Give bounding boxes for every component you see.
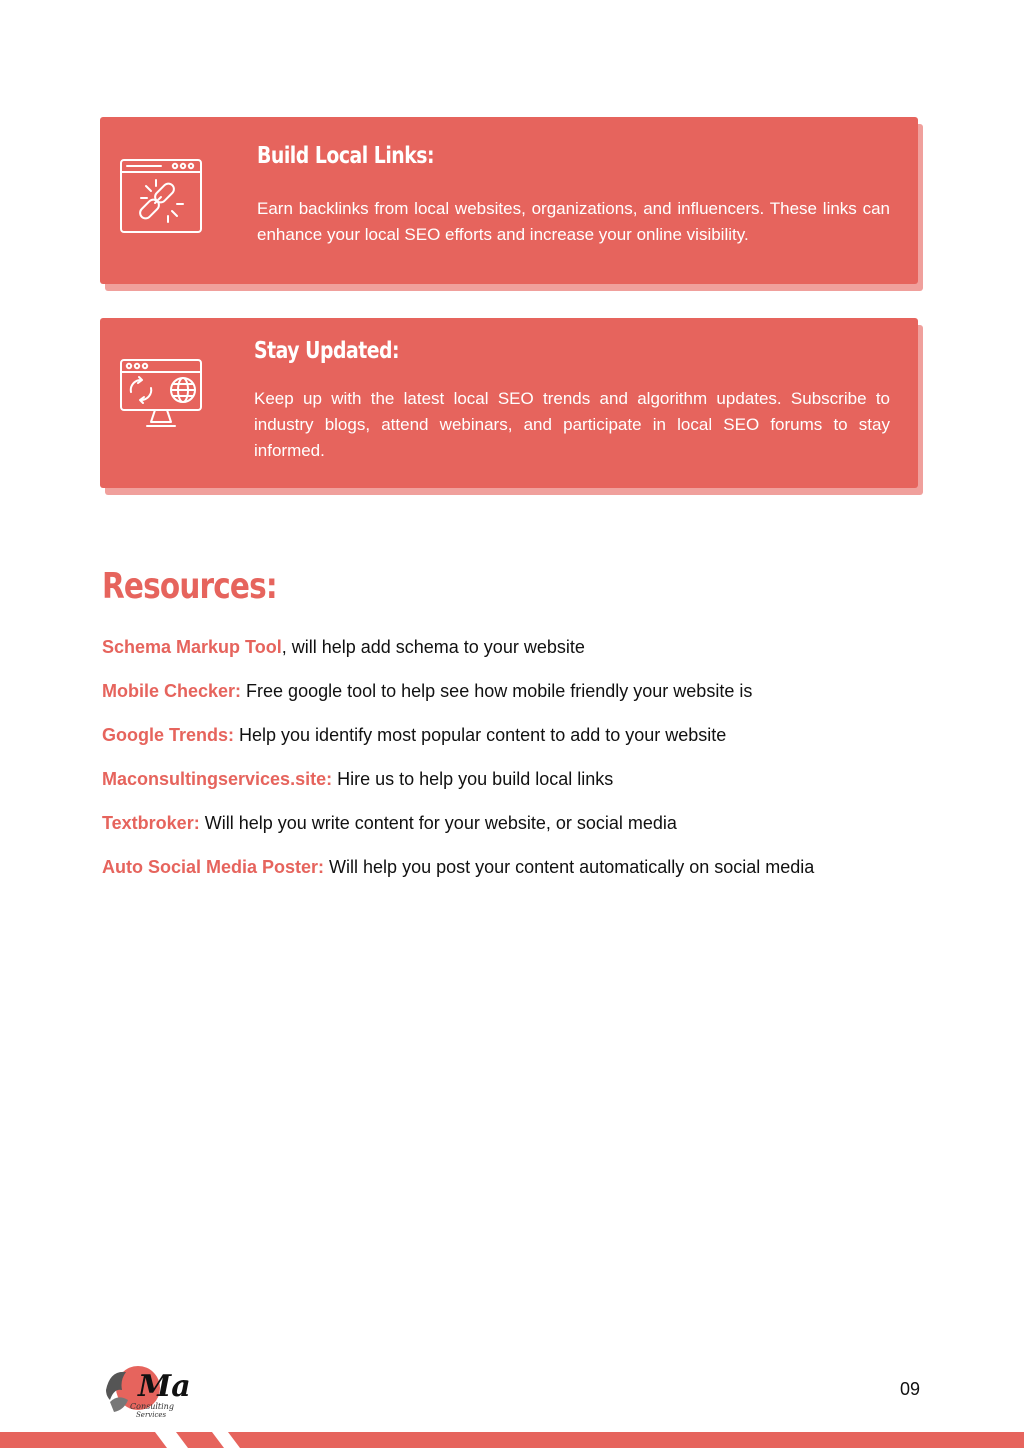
footer-stripe	[0, 1432, 1024, 1448]
card-body: Keep up with the latest local SEO trends and algorithm updates. Subscribe to industry blogs, attend webinars, and participate in local SEO forums to stay informed.	[254, 389, 890, 460]
resource-item	[102, 813, 677, 834]
resource-desc: Will help you post your content automatically on social media	[324, 857, 815, 877]
card-body: Earn backlinks from local websites, organizations, and influencers. These links can enhance your local SEO efforts and increase your online visibility.	[257, 199, 890, 244]
card-title: Stay Updated:	[254, 338, 400, 364]
resource-item	[102, 857, 814, 878]
resource-desc: Hire us to help you build local links	[332, 769, 614, 789]
company-logo	[100, 1360, 190, 1427]
resources-heading: Resources:	[102, 566, 277, 607]
svg-text:Services: Services	[136, 1411, 167, 1419]
stay-updated-card	[100, 318, 918, 488]
resource-desc: Will help you write content for your website, or social media	[199, 813, 677, 833]
resource-link[interactable]: Schema Markup Tool	[102, 637, 282, 657]
resource-item	[102, 725, 726, 746]
resource-desc: Free google tool to help see how mobile friendly your website is	[241, 681, 753, 701]
link-browser-icon	[119, 158, 203, 239]
resource-link[interactable]: Mobile Checker:	[102, 681, 242, 701]
globe-monitor-icon	[119, 358, 203, 435]
resource-desc: Help you identify most popular content to add to your website	[234, 725, 727, 745]
resource-link[interactable]: Auto Social Media Poster:	[102, 857, 325, 877]
page-number: 09	[900, 1379, 921, 1399]
resource-item	[102, 637, 585, 658]
build-local-links-card	[100, 117, 918, 284]
resource-link[interactable]: Google Trends:	[102, 725, 235, 745]
svg-text:Consulting: Consulting	[130, 1402, 174, 1411]
resource-link[interactable]: Maconsultingservices.site:	[102, 769, 333, 789]
resource-item	[102, 769, 613, 790]
resource-item	[102, 681, 752, 702]
card-title: Build Local Links:	[257, 143, 435, 169]
resource-link[interactable]: Textbroker:	[102, 813, 200, 833]
resource-desc: , will help add schema to your website	[281, 637, 585, 657]
svg-text:Ma: Ma	[138, 1369, 190, 1404]
